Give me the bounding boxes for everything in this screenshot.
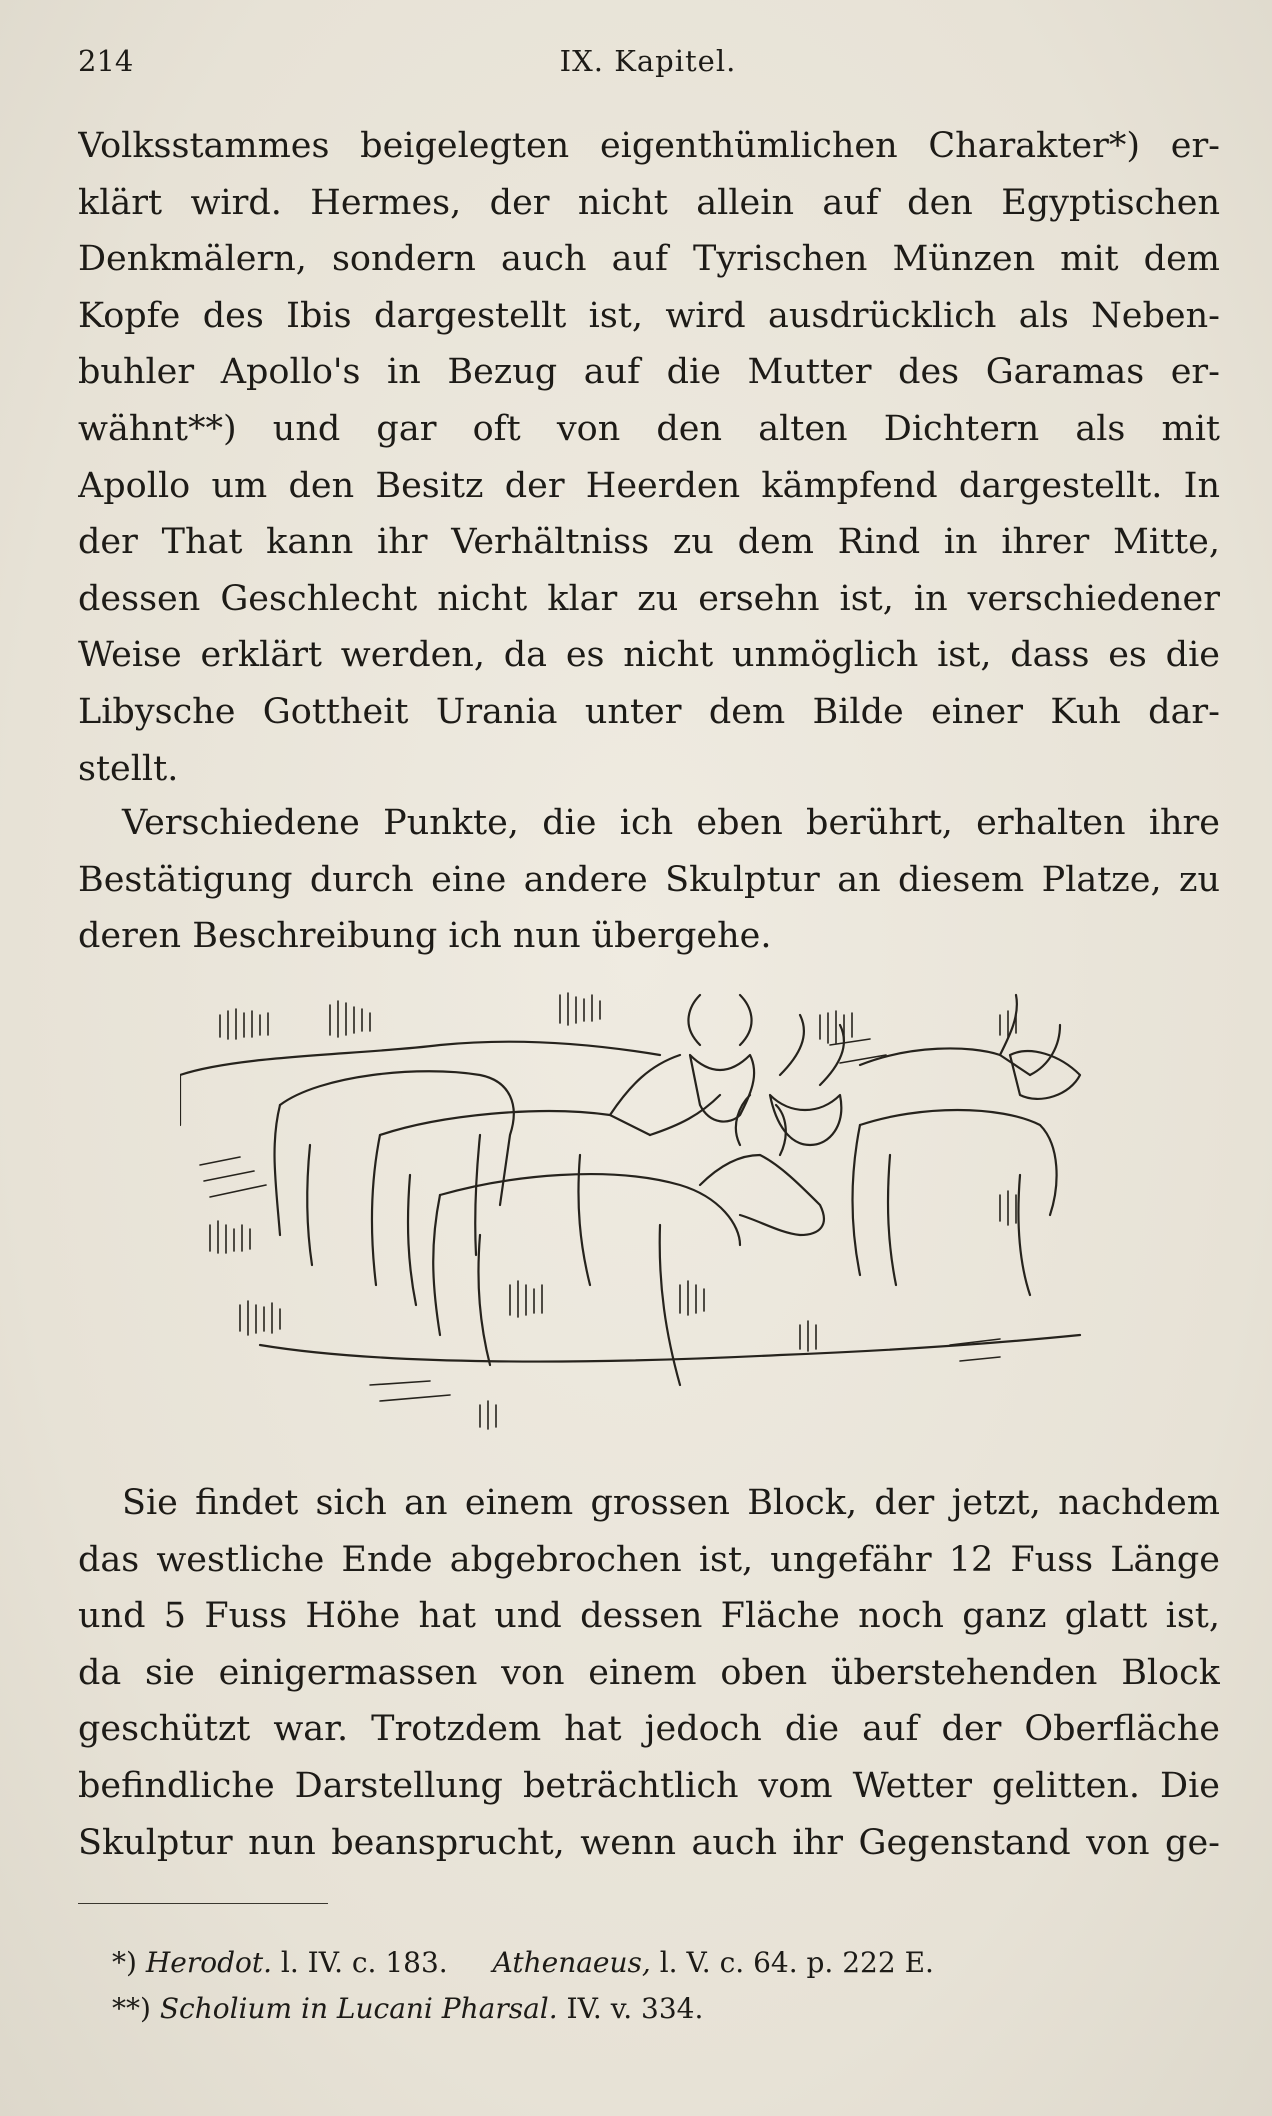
- text-line: klärt wird. Hermes, der nicht allein auf den Egyptischen: [78, 182, 1220, 223]
- text-line: der That kann ihr Verhältniss zu dem Rind in ihrer Mitte,: [78, 522, 1220, 563]
- footnote-source: Scholium in Lucani Pharsal.: [159, 1992, 558, 2025]
- rock-engraving-cattle-icon: [180, 985, 1120, 1445]
- page-header: [78, 44, 1218, 84]
- text-line: Kopfe des Ibis dargestellt ist, wird ausdrücklich als Neben-: [78, 295, 1220, 336]
- text-line: buhler Apollo's in Bezug auf die Mutter des Garamas er-: [78, 352, 1220, 393]
- footnote-source: Athenaeus,: [492, 1946, 651, 1979]
- text-line: Skulptur nun beansprucht, wenn auch ihr Gegenstand von ge-: [78, 1822, 1220, 1863]
- text-line: Volksstammes beigelegten eigenthümlichen Charakter*) er-: [78, 126, 1220, 166]
- text-line: Verschiedene Punkte, die ich eben berührt, erhalten ihre: [122, 803, 1220, 843]
- footnote-marker: **): [112, 1992, 151, 2025]
- text-line: befindliche Darstellung beträchtlich vom Wetter gelitten. Die: [78, 1765, 1220, 1806]
- running-head: IX. Kapitel.: [559, 44, 737, 78]
- footnote-marker: *): [112, 1946, 137, 1979]
- footnotes: [112, 1940, 1112, 2032]
- text-line: und 5 Fuss Höhe hat und dessen Fläche noch ganz glatt ist,: [78, 1596, 1220, 1637]
- text-line: geschützt war. Trotzdem hat jedoch die auf der Oberfläche: [78, 1709, 1220, 1750]
- text-line: Sie findet sich an einem grossen Block, der jetzt, nachdem: [122, 1483, 1220, 1523]
- paragraph-1: [78, 118, 1220, 797]
- footnote-ref: IV. v. 334.: [566, 1992, 704, 2025]
- footnote-source: Herodot.: [145, 1946, 273, 1979]
- footnote-ref: l. V. c. 64. p. 222 E.: [659, 1946, 934, 1979]
- footnote-2: [112, 1986, 1112, 2032]
- text-line: deren Beschreibung ich nun übergehe.: [78, 916, 772, 957]
- paragraph-3: [78, 1475, 1220, 1871]
- text-line: Bestätigung durch eine andere Skulptur an diesem Platze, zu: [78, 859, 1220, 900]
- text-line: wähnt**) und gar oft von den alten Dichtern als mit: [78, 408, 1220, 449]
- footnote-1: [112, 1940, 1112, 1986]
- paragraph-2: [78, 795, 1220, 965]
- footnote-ref: l. IV. c. 183.: [280, 1946, 448, 1979]
- text-line: dessen Geschlecht nicht klar zu ersehn ist, in verschiedener: [78, 578, 1220, 619]
- text-line: Libysche Gottheit Urania unter dem Bilde einer Kuh dar-: [78, 691, 1220, 732]
- footnote-rule: [78, 1903, 328, 1904]
- text-line: da sie einigermassen von einem oben überstehenden Block: [78, 1652, 1220, 1693]
- text-line: das westliche Ende abgebrochen ist, ungefähr 12 Fuss Länge: [78, 1539, 1220, 1580]
- text-line: stellt.: [78, 748, 179, 789]
- text-line: Denkmälern, sondern auch auf Tyrischen Münzen mit dem: [78, 239, 1220, 280]
- rock-engraving-figure: [180, 985, 1120, 1445]
- text-line: Apollo um den Besitz der Heerden kämpfend dargestellt. In: [78, 465, 1220, 506]
- page-number: 214: [78, 44, 134, 78]
- text-line: Weise erklärt werden, da es nicht unmöglich ist, dass es die: [78, 635, 1220, 676]
